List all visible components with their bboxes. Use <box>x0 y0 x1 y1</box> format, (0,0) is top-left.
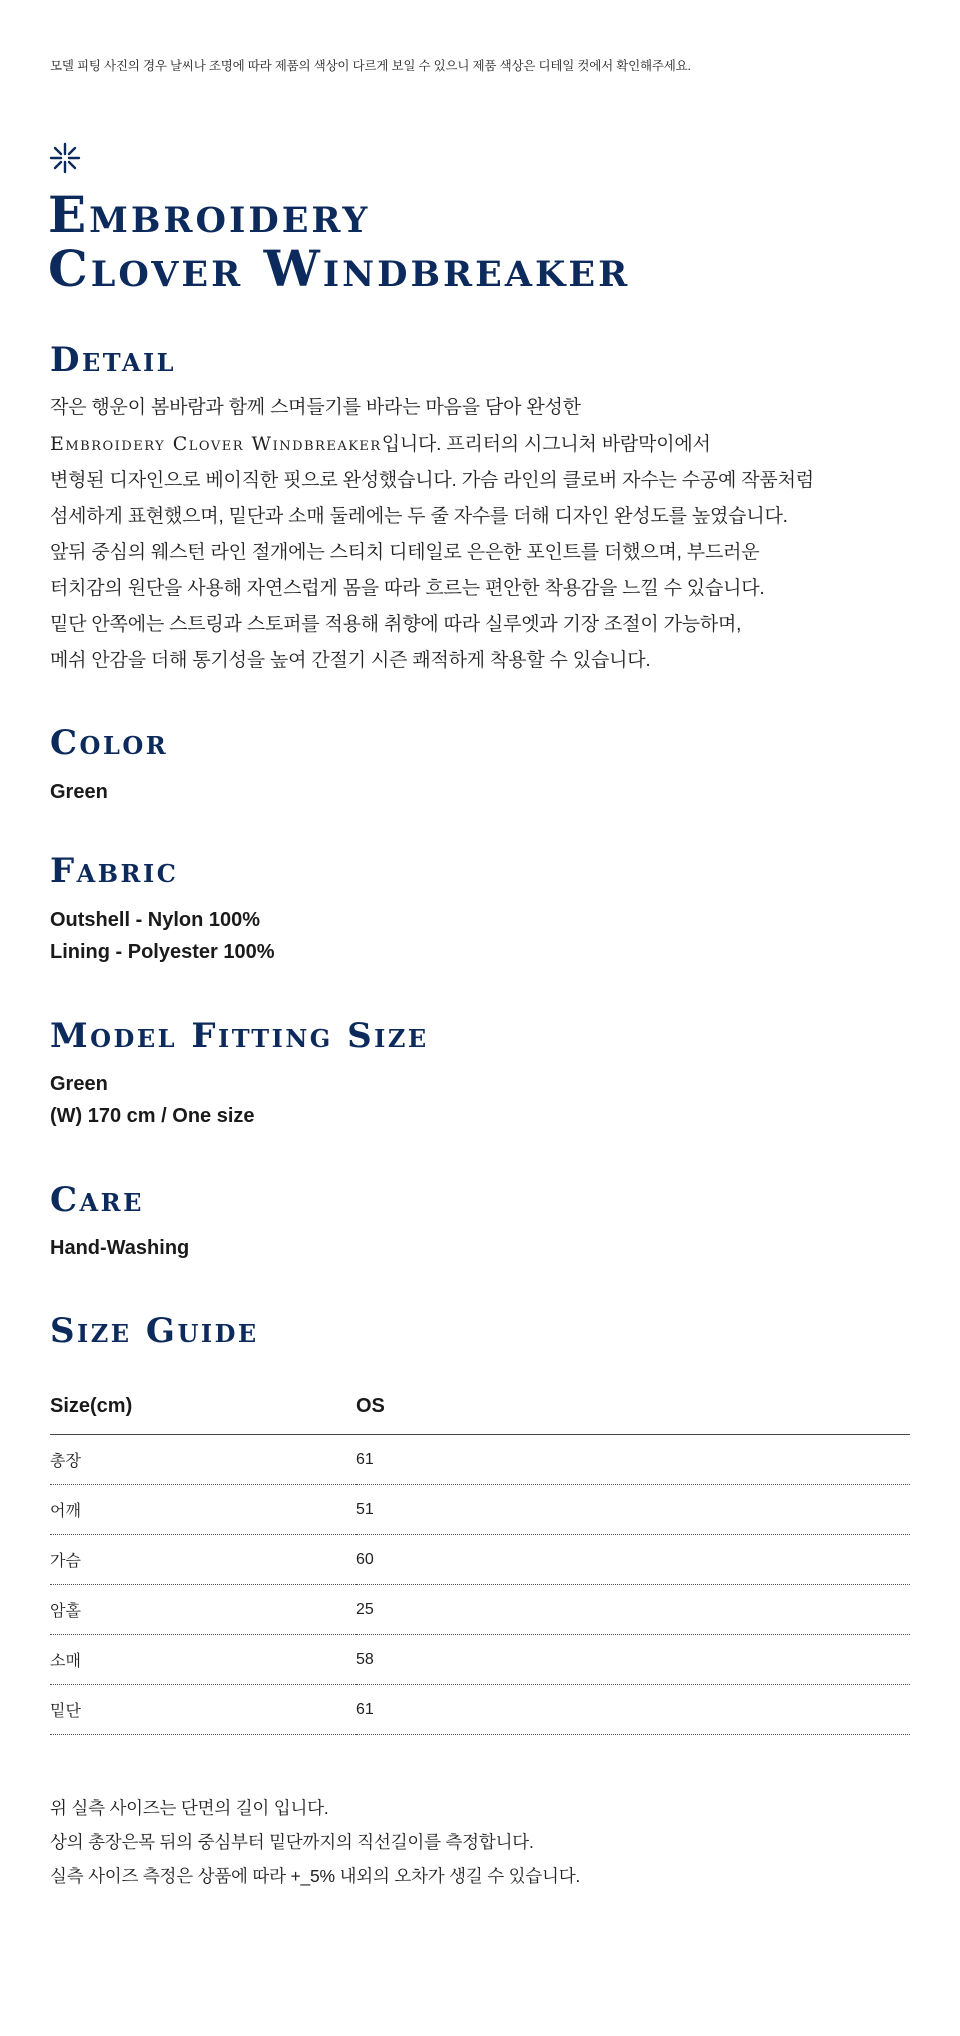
size-note: 실측 사이즈 측정은 상품에 따라 +_5% 내외의 오차가 생길 수 있습니다. <box>50 1866 581 1886</box>
model-color: Green <box>50 1073 108 1095</box>
product-title-line1: Embroidery <box>48 185 371 244</box>
size-measure-label: 가슴 <box>50 1535 356 1585</box>
size-measure-value: 61 <box>356 1685 910 1735</box>
table-row <box>50 1535 910 1585</box>
table-row <box>50 1635 910 1685</box>
fabric-heading: Fabric <box>50 851 179 891</box>
fabric-outshell: Outshell - Nylon 100% <box>50 909 261 931</box>
size-measure-value: 61 <box>356 1435 910 1485</box>
model-fitting-values <box>50 1068 255 1132</box>
color-value: Green <box>50 781 108 803</box>
detail-heading: Detail <box>50 340 177 380</box>
table-row <box>50 1585 910 1635</box>
size-table-header <box>50 1378 910 1435</box>
table-row <box>50 1435 910 1485</box>
size-notes <box>50 1791 580 1893</box>
detail-description <box>50 390 910 679</box>
size-measure-value: 25 <box>356 1585 910 1635</box>
detail-line: 밑단 안쪽에는 스트링과 스토퍼를 적용해 취향에 따라 실루엣과 기장 조절이 가능하며, <box>50 614 742 635</box>
table-row <box>50 1485 910 1535</box>
size-measure-value: 58 <box>356 1635 910 1685</box>
model-size: (W) 170 cm / One size <box>50 1105 255 1127</box>
product-title <box>48 185 631 298</box>
size-measure-label: 총장 <box>50 1435 356 1485</box>
table-row <box>50 1685 910 1735</box>
size-note: 위 실측 사이즈는 단면의 길이 입니다. <box>50 1798 329 1818</box>
color-heading: Color <box>50 723 169 763</box>
fabric-lining: Lining - Polyester 100% <box>50 941 275 963</box>
detail-line: 터치감의 원단을 사용해 자연스럽게 몸을 따라 흐르는 편안한 착용감을 느낄 수 있습니다. <box>50 578 765 599</box>
care-heading: Care <box>50 1180 144 1220</box>
size-measure-value: 51 <box>356 1485 910 1535</box>
color-notice: 모델 피팅 사진의 경우 날씨나 조명에 따라 제품의 색상이 다르게 보일 수 있으니 제품 색상은 디테일 컷에서 확인해주세요. <box>50 59 691 73</box>
size-measure-label: 소매 <box>50 1635 356 1685</box>
size-note: 상의 총장은목 뒤의 중심부터 밑단까지의 직선길이를 측정합니다. <box>50 1832 534 1852</box>
product-name-inline: Embroidery Clover Windbreaker <box>50 433 382 455</box>
size-measure-label: 암홀 <box>50 1585 356 1635</box>
product-title-line2: Clover Windbreaker <box>48 239 631 298</box>
detail-line: 메쉬 안감을 더해 통기성을 높여 간절기 시즌 쾌적하게 착용할 수 있습니다. <box>50 650 651 671</box>
fabric-values <box>50 904 275 968</box>
size-header-os: OS <box>356 1378 910 1435</box>
care-value: Hand-Washing <box>50 1237 190 1259</box>
detail-line: 변형된 디자인으로 베이직한 핏으로 완성했습니다. 가슴 라인의 클로버 자수는 수공예 작품처럼 <box>50 470 814 491</box>
detail-line <box>50 426 910 463</box>
detail-line-rest: 입니다. 프리터의 시그니처 바람막이에서 <box>381 434 711 455</box>
size-guide-table <box>50 1378 910 1735</box>
size-measure-label: 밑단 <box>50 1685 356 1735</box>
detail-line: 섬세하게 표현했으며, 밑단과 소매 둘레에는 두 줄 자수를 더해 디자인 완성도를 높였습니다. <box>50 506 788 527</box>
model-fitting-heading: Model Fitting Size <box>50 1016 429 1056</box>
size-measure-label: 어깨 <box>50 1485 356 1535</box>
size-measure-value: 60 <box>356 1535 910 1585</box>
detail-line: 앞뒤 중심의 웨스턴 라인 절개에는 스티치 디테일로 은은한 포인트를 더했으며, 부드러운 <box>50 542 760 563</box>
detail-line: 작은 행운이 봄바람과 함께 스며들기를 바라는 마음을 담아 완성한 <box>50 397 581 418</box>
size-guide-heading: Size Guide <box>50 1311 259 1351</box>
asterisk-star-icon <box>48 141 82 175</box>
size-header-label: Size(cm) <box>50 1378 356 1435</box>
